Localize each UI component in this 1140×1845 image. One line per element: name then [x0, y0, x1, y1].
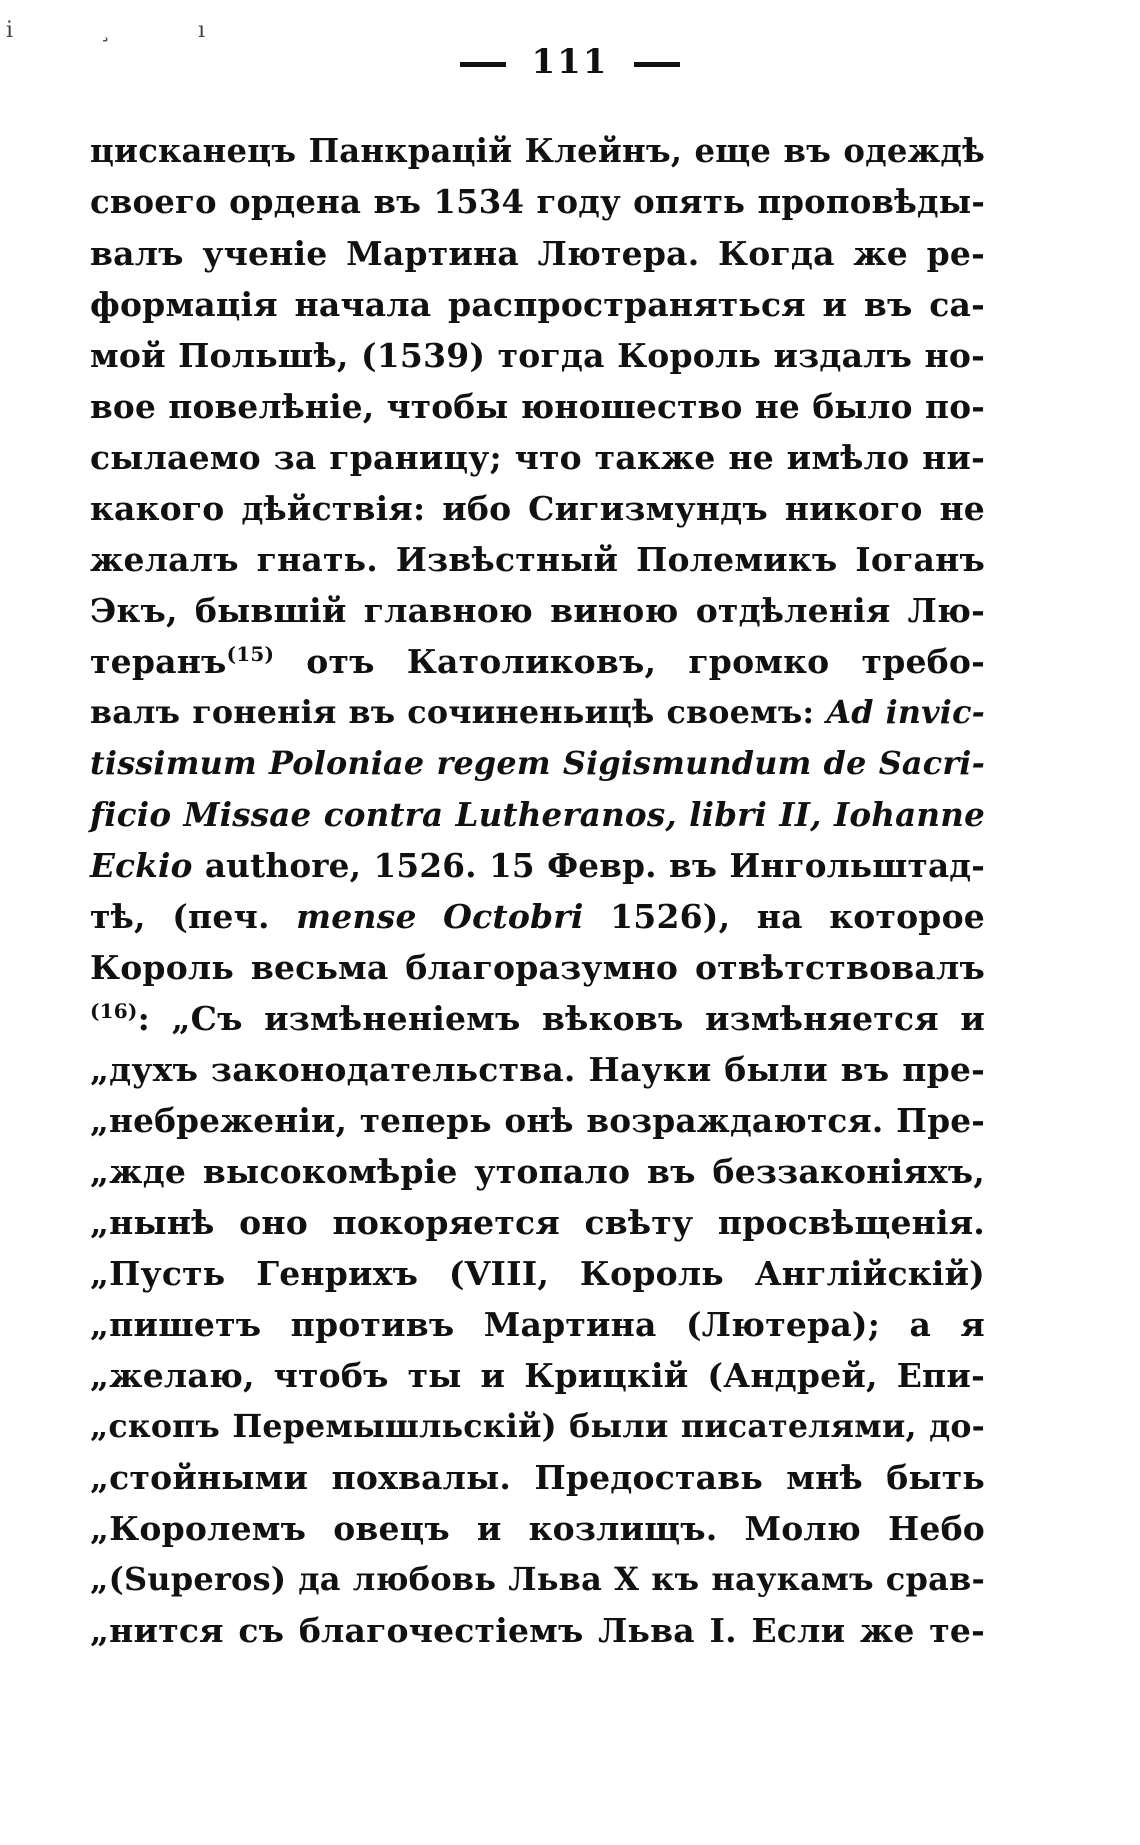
line-text: „духъ законодательства. Науки были въ пре- [90, 1050, 985, 1089]
line-text: Экъ, бывшій главною виною отдѣленія Лю- [90, 591, 985, 630]
text-line [90, 483, 985, 534]
text-line [90, 330, 985, 381]
text-line [90, 1146, 985, 1197]
scan-marks: i ¸ ı [6, 18, 246, 43]
text-line [90, 738, 985, 789]
line-text: „Пусть Генрихъ (VIII, Король Англійскій) [90, 1254, 985, 1293]
text-line [90, 1299, 985, 1350]
page-number: 111 [531, 42, 609, 82]
line-text: отъ Католиковъ, громко требо- [274, 642, 985, 681]
line-text: цисканецъ Панкрацій Клейнъ, еще въ одеждѣ [90, 132, 985, 170]
line-text: теранъ [90, 642, 227, 681]
text-line [90, 636, 985, 687]
text-line [90, 1503, 985, 1554]
italic-text: tissimum Poloniae regem Sigismundum de Sacri- [90, 744, 985, 782]
line-text: „желаю, чтобъ ты и Крицкій (Андрей, Епи- [90, 1356, 985, 1395]
footnote-ref: (15) [226, 642, 275, 666]
text-line [90, 789, 985, 840]
text-line [90, 381, 985, 432]
left-rule [460, 62, 506, 67]
text-line [90, 1554, 985, 1605]
text-line [90, 534, 985, 585]
line-text: сылаемо за границу; что также не имѣло ни- [90, 438, 985, 477]
text-line [90, 1350, 985, 1401]
line-text: „стойными похвалы. Предоставь мнѣ быть [90, 1458, 985, 1497]
text-line [90, 585, 985, 636]
line-text: какого дѣйствія: ибо Сигизмундъ никого не [90, 489, 985, 528]
line-text: : „Съ измѣненіемъ вѣковъ измѣняется и [137, 999, 985, 1038]
text-line [90, 1095, 985, 1146]
line-text: тѣ, (печ. [90, 897, 297, 936]
text-line [90, 177, 985, 228]
text-line [90, 840, 985, 891]
italic-text: Ad invic- [826, 694, 985, 731]
line-text: своего ордена въ 1534 году опять проповѣды- [90, 183, 985, 221]
text-line [90, 1197, 985, 1248]
text-line [90, 1605, 985, 1656]
footnote-ref: (16) [90, 999, 138, 1023]
text-line [90, 1401, 985, 1452]
line-text: Король весьма благоразумно отвѣтствовалъ [90, 948, 985, 987]
line-text: „пишетъ противъ Мартина (Лютера); а я [90, 1305, 985, 1344]
text-line [90, 993, 985, 1044]
italic-text: ficio Missae contra Lutheranos, libri II, Iohanne [90, 795, 985, 834]
line-text: „нынѣ оно покоряется свѣту просвѣщенія. [90, 1203, 985, 1242]
line-text: „(Superos) да любовь Льва X къ наукамъ срав- [90, 1560, 985, 1598]
text-line [90, 891, 985, 942]
line-text: authore, 1526. 15 Февр. въ Ингольштад- [192, 846, 985, 885]
italic-text: mense Octobri [296, 897, 584, 936]
line-text: „скопъ Перемышльскій) были писателями, до- [90, 1408, 985, 1445]
line-text: вое повелѣніе, чтобы юношество не было по- [90, 387, 985, 426]
line-text: „жде высокомѣріе утопало въ беззаконіяхъ, [90, 1152, 985, 1191]
line-text: мой Польшѣ, (1539) тогда Король издалъ но- [90, 336, 985, 375]
line-text: формація начала распространяться и въ са- [90, 285, 985, 324]
text-line [90, 126, 985, 177]
text-line [90, 432, 985, 483]
line-text: валъ ученіе Мартина Лютера. Когда же ре- [90, 234, 985, 273]
italic-text: Eckio [90, 846, 193, 885]
running-head [0, 42, 1140, 82]
text-line [90, 228, 985, 279]
text-line [90, 1452, 985, 1503]
line-text: 1526), на которое [583, 897, 985, 936]
text-line [90, 279, 985, 330]
text-line [90, 687, 985, 738]
text-line [90, 1248, 985, 1299]
line-text: желалъ гнать. Извѣстный Полемикъ Іоганъ [90, 540, 985, 579]
text-line [90, 1044, 985, 1095]
line-text: „Королемъ овецъ и козлищъ. Молю Небо [90, 1509, 985, 1548]
body-text [90, 126, 985, 1656]
line-text: „нится съ благочестіемъ Льва I. Если же те- [90, 1611, 985, 1650]
line-text: „небреженіи, теперь онѣ возраждаются. Пре- [90, 1101, 985, 1140]
line-text: валъ гоненія въ сочиненьицѣ своемъ: [90, 694, 827, 731]
right-rule [634, 62, 680, 67]
text-line [90, 942, 985, 993]
